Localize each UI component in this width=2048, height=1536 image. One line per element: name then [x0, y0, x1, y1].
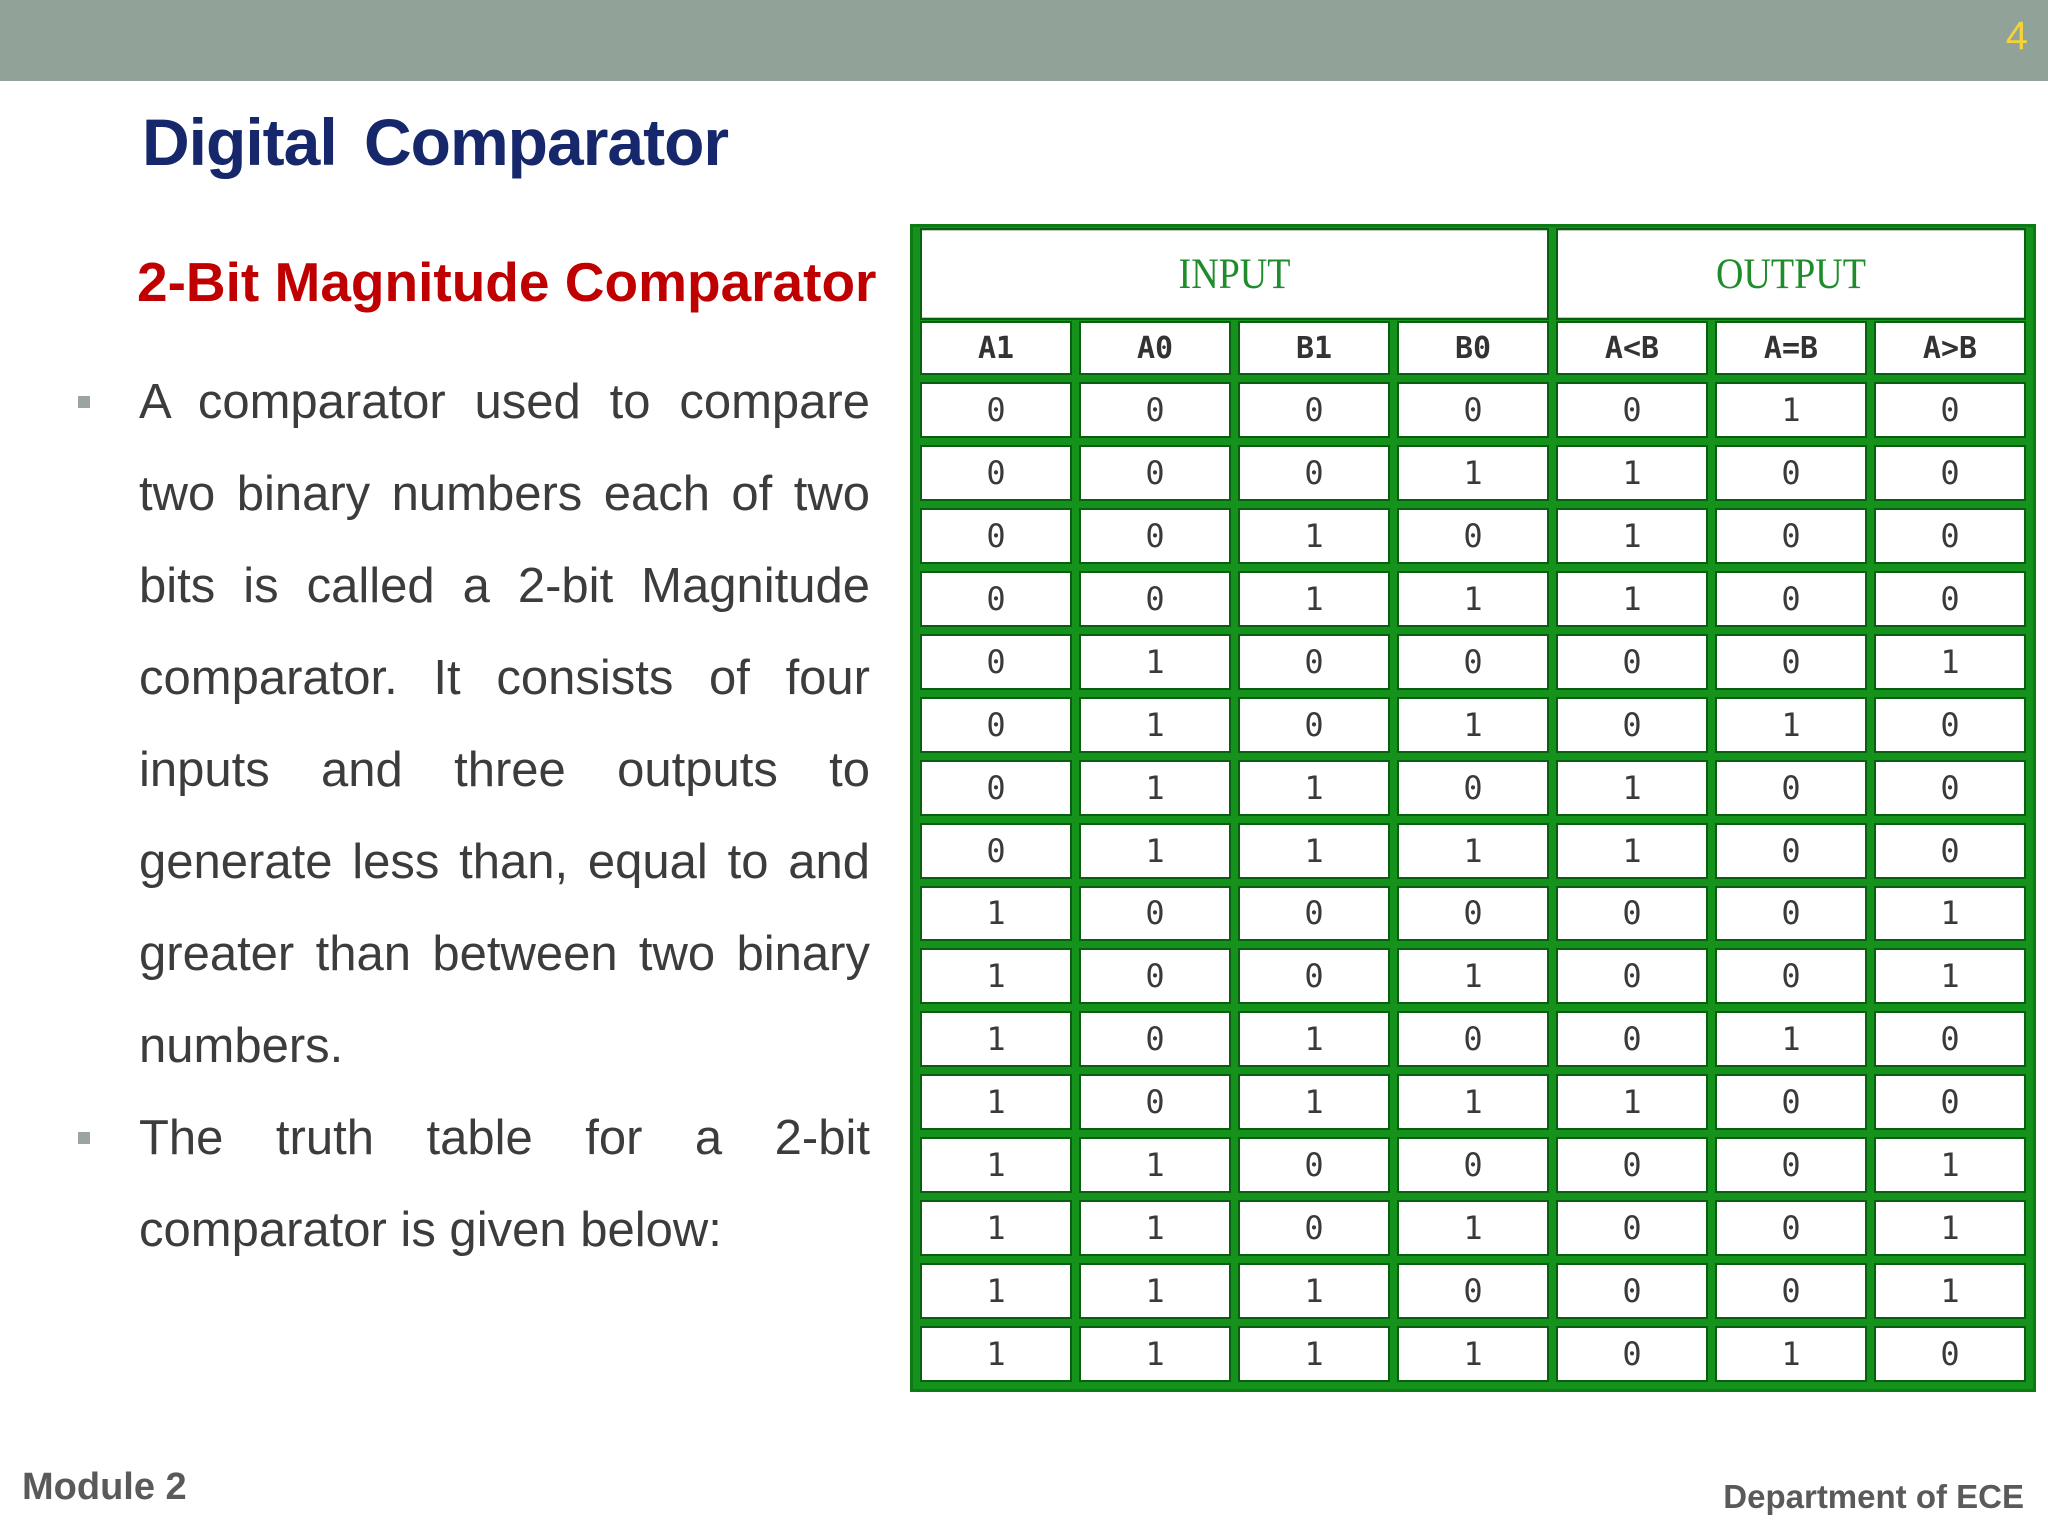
table-cell: 1: [1874, 1137, 2026, 1193]
table-cell: 0: [1238, 886, 1390, 942]
table-cell: 1: [1397, 697, 1549, 753]
table-cell: 0: [1397, 634, 1549, 690]
top-bar: [0, 0, 2048, 81]
table-cell: 0: [1079, 1011, 1231, 1067]
table-cell: 1: [1556, 1074, 1708, 1130]
table-cell: 0: [1715, 1200, 1867, 1256]
table-cell: 0: [920, 571, 1072, 627]
table-cell: 0: [1079, 382, 1231, 438]
table-cell: 0: [1556, 948, 1708, 1004]
table-cell: 0: [1556, 382, 1708, 438]
table-cell: 0: [1238, 697, 1390, 753]
footer-department: Department of ECE: [1723, 1478, 2024, 1515]
table-cell: 0: [1874, 571, 2026, 627]
table-cell: 1: [1556, 571, 1708, 627]
table-row: [920, 1200, 2026, 1256]
table-cell: 0: [920, 445, 1072, 501]
table-cell: 1: [1715, 697, 1867, 753]
table-cell: 0: [1238, 948, 1390, 1004]
bullet-text: The truth table for a 2-bit comparator is given below:: [139, 1111, 870, 1257]
table-cell: 1: [1556, 445, 1708, 501]
table-cell: 1: [1556, 760, 1708, 816]
column-header: A<B: [1556, 321, 1708, 375]
table-cell: 0: [920, 697, 1072, 753]
table-cell: 0: [1715, 1137, 1867, 1193]
column-header: B1: [1238, 321, 1390, 375]
table-cell: 1: [1238, 1011, 1390, 1067]
group-header-row: [920, 234, 2026, 314]
table-cell: 0: [1715, 1074, 1867, 1130]
table-cell: 0: [1397, 1011, 1549, 1067]
table-row: [920, 571, 2026, 627]
table-cell: 0: [1397, 1137, 1549, 1193]
bullet-text: A comparator used to compare two binary numbers each of two bits is called a 2-bit Magnitude comparator. It consists of four inputs and three outputs to generate less than, equal to and greater than between two binary numbers.: [139, 375, 870, 1073]
table-cell: 0: [920, 823, 1072, 879]
column-header: A1: [920, 321, 1072, 375]
table-cell: 1: [1397, 1200, 1549, 1256]
table-cell: 1: [1874, 1200, 2026, 1256]
table-cell: 1: [1397, 1074, 1549, 1130]
table-cell: 0: [1874, 382, 2026, 438]
table-cell: 0: [920, 760, 1072, 816]
slide-number: 4: [2005, 14, 2028, 58]
column-header: B0: [1397, 321, 1549, 375]
table-cell: 1: [1397, 948, 1549, 1004]
table-row: [920, 1011, 2026, 1067]
table-cell: 0: [1556, 1263, 1708, 1319]
table-cell: 1: [920, 1326, 1072, 1382]
table-cell: 0: [1238, 1200, 1390, 1256]
table-cell: 0: [1238, 382, 1390, 438]
table-cell: 0: [1556, 1011, 1708, 1067]
table-cell: 0: [1556, 1200, 1708, 1256]
table-cell: 1: [920, 948, 1072, 1004]
table-cell: 1: [1874, 634, 2026, 690]
table-cell: 0: [1397, 508, 1549, 564]
table-cell: 0: [1874, 445, 2026, 501]
table-row: [920, 886, 2026, 942]
table-cell: 0: [1397, 382, 1549, 438]
table-cell: 1: [1079, 1263, 1231, 1319]
table-cell: 1: [1715, 382, 1867, 438]
table-cell: 0: [1556, 1326, 1708, 1382]
table-cell: 0: [1715, 634, 1867, 690]
truth-table-body: [920, 382, 2026, 1382]
table-cell: 1: [1715, 1326, 1867, 1382]
table-cell: 1: [1238, 1263, 1390, 1319]
table-cell: 1: [1397, 571, 1549, 627]
table-cell: 1: [1238, 1326, 1390, 1382]
table-cell: 1: [1238, 508, 1390, 564]
table-row: [920, 760, 2026, 816]
table-cell: 0: [1874, 1011, 2026, 1067]
table-cell: 0: [1874, 760, 2026, 816]
table-row: [920, 508, 2026, 564]
table-cell: 0: [1079, 571, 1231, 627]
table-cell: 0: [1397, 886, 1549, 942]
table-cell: 1: [1556, 508, 1708, 564]
table-row: [920, 948, 2026, 1004]
table-cell: 0: [1079, 1074, 1231, 1130]
table-cell: 0: [1715, 886, 1867, 942]
table-cell: 0: [920, 508, 1072, 564]
table-cell: 1: [1397, 823, 1549, 879]
table-cell: 1: [1715, 1011, 1867, 1067]
table-cell: 0: [920, 382, 1072, 438]
table-cell: 0: [1556, 1137, 1708, 1193]
table-cell: 0: [1397, 1263, 1549, 1319]
table-cell: 1: [1238, 823, 1390, 879]
column-header: A0: [1079, 321, 1231, 375]
table-row: [920, 445, 2026, 501]
table-cell: 0: [1715, 760, 1867, 816]
table-row: [920, 634, 2026, 690]
table-cell: 1: [1079, 760, 1231, 816]
table-cell: 1: [1874, 886, 2026, 942]
table-cell: 0: [1238, 1137, 1390, 1193]
table-cell: 0: [1874, 508, 2026, 564]
table-row: [920, 1074, 2026, 1130]
table-cell: 1: [920, 1263, 1072, 1319]
table-cell: 0: [1715, 508, 1867, 564]
column-header: A>B: [1874, 321, 2026, 375]
table-cell: 1: [1874, 1263, 2026, 1319]
table-cell: 0: [1079, 886, 1231, 942]
table-cell: 0: [1874, 1074, 2026, 1130]
table-cell: 1: [1079, 823, 1231, 879]
table-cell: 0: [1079, 948, 1231, 1004]
table-cell: 1: [920, 1200, 1072, 1256]
bullet-square-icon: [78, 1132, 90, 1144]
bullet-item: [70, 1092, 870, 1276]
table-cell: 0: [1238, 634, 1390, 690]
table-cell: 1: [1397, 445, 1549, 501]
bullet-square-icon: [78, 396, 90, 408]
bullet-list: [70, 356, 870, 1276]
table-cell: 0: [1079, 445, 1231, 501]
table-cell: 1: [1238, 760, 1390, 816]
table-cell: 0: [1715, 1263, 1867, 1319]
table-row: [920, 1137, 2026, 1193]
table-cell: 0: [1874, 823, 2026, 879]
table-row: [920, 697, 2026, 753]
column-header: A=B: [1715, 321, 1867, 375]
table-row: [920, 1326, 2026, 1382]
table-cell: 1: [1079, 1326, 1231, 1382]
table-cell: 1: [920, 886, 1072, 942]
table-cell: 0: [1715, 948, 1867, 1004]
table-cell: 1: [1079, 634, 1231, 690]
table-cell: 1: [1238, 571, 1390, 627]
input-group-header: INPUT: [920, 228, 1549, 320]
table-cell: 1: [1079, 1200, 1231, 1256]
table-cell: 1: [1238, 1074, 1390, 1130]
table-cell: 0: [1556, 697, 1708, 753]
column-header-row: [920, 321, 2026, 375]
table-cell: 0: [1079, 508, 1231, 564]
table-cell: 0: [1715, 571, 1867, 627]
output-group-header: OUTPUT: [1556, 228, 2026, 320]
table-cell: 0: [920, 634, 1072, 690]
table-cell: 0: [1715, 823, 1867, 879]
table-cell: 1: [1079, 697, 1231, 753]
table-row: [920, 823, 2026, 879]
table-cell: 1: [920, 1011, 1072, 1067]
table-cell: 0: [1238, 445, 1390, 501]
slide-title: Digital Comparator: [142, 105, 729, 179]
table-cell: 1: [920, 1074, 1072, 1130]
slide-subtitle: 2-Bit Magnitude Comparator: [137, 251, 877, 313]
table-cell: 0: [1874, 697, 2026, 753]
table-cell: 1: [920, 1137, 1072, 1193]
table-cell: 0: [1874, 1326, 2026, 1382]
table-cell: 0: [1715, 445, 1867, 501]
table-cell: 0: [1397, 760, 1549, 816]
table-cell: 1: [1874, 948, 2026, 1004]
bullet-item: [70, 356, 870, 1092]
truth-table: [910, 224, 2036, 1392]
table-cell: 0: [1556, 634, 1708, 690]
table-cell: 1: [1079, 1137, 1231, 1193]
table-cell: 1: [1556, 823, 1708, 879]
table-row: [920, 1263, 2026, 1319]
table-cell: 0: [1556, 886, 1708, 942]
table-row: [920, 382, 2026, 438]
footer-module: Module 2: [22, 1466, 187, 1508]
table-cell: 1: [1397, 1326, 1549, 1382]
